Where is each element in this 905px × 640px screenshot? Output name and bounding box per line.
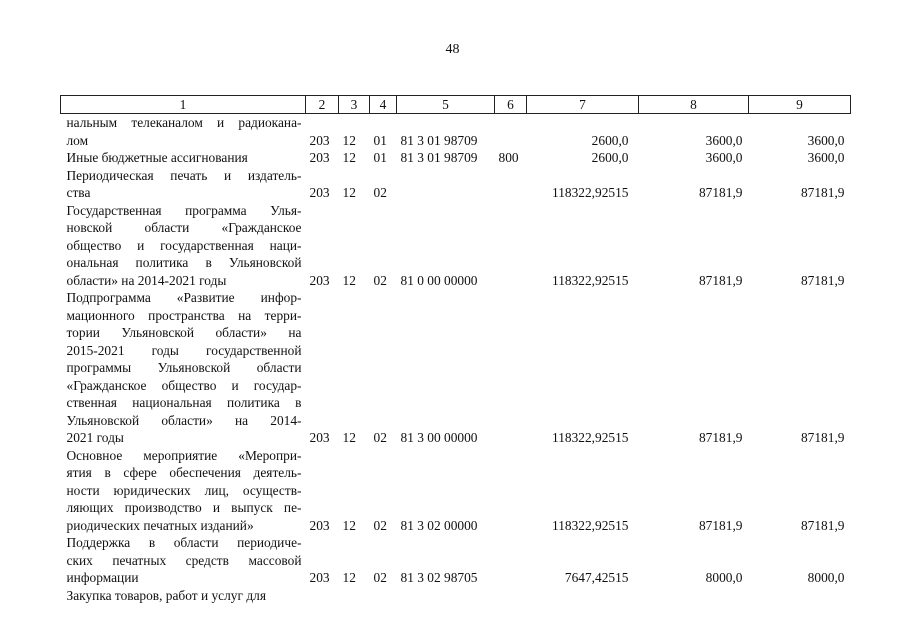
cell-col-3 (339, 587, 370, 605)
cell-col-9: 87181,9 (800, 185, 845, 200)
cell-col-8: 87181,9 (698, 272, 743, 288)
cell-col-3: 12 (342, 570, 356, 585)
cell-col-9: 8000,0 (807, 570, 845, 585)
table-header (61, 96, 851, 114)
cell-col-3: 12 (342, 132, 356, 148)
row-name-line: Периодическая печать и издатель- (66, 167, 302, 183)
header-col-8: 8 (639, 96, 749, 114)
cell-col-4 (370, 587, 397, 605)
row-name-line: Ульяновской области» на 2014- (66, 412, 302, 428)
header-col-7: 7 (527, 96, 639, 114)
cell-col-5 (397, 587, 495, 605)
cell-col-1 (61, 202, 306, 290)
row-name-line: области» на 2014-2021 годы (66, 272, 227, 288)
row-name-line: ских печатных средств массовой (66, 552, 302, 568)
cell-col-1 (61, 447, 306, 535)
cell-col-2: 203 (309, 570, 330, 585)
cell-col-4: 01 (373, 150, 387, 165)
row-name-line: Подпрограмма «Развитие инфор- (66, 290, 302, 305)
row-name-line: новской области «Гражданское (66, 220, 302, 235)
row-name-line: ляющих производство и выпуск пе- (66, 500, 302, 515)
cell-col-7: 7647,42515 (564, 570, 629, 585)
cell-col-8: 8000,0 (705, 570, 743, 585)
row-name-line: ональная политика в Ульяновской (66, 255, 302, 270)
row-name-line: Поддержка в области периодиче- (66, 535, 302, 550)
row-name-line: общество и государственная наци- (66, 237, 302, 253)
row-name-line: Основное мероприятие «Меропри- (66, 447, 302, 463)
cell-col-7: 118322,92515 (552, 185, 629, 200)
row-name-line: 2015-2021 годы государственной (66, 342, 302, 358)
cell-col-5: 81 3 02 98705 (400, 570, 478, 585)
row-name-line: тории Ульяновской области» на (66, 325, 302, 340)
row-name-line: Закупка товаров, работ и услуг для (66, 587, 266, 603)
cell-col-4: 02 (373, 272, 387, 288)
cell-col-5: 81 3 01 98709 (400, 132, 478, 148)
cell-col-7: 2600,0 (591, 150, 629, 165)
table-row (61, 167, 851, 202)
cell-col-9 (749, 587, 851, 605)
row-name-line: ности юридических лиц, осуществ- (66, 482, 302, 498)
table-row (61, 202, 851, 290)
cell-col-2: 203 (309, 132, 330, 148)
cell-col-5: 81 3 00 00000 (400, 430, 478, 445)
row-name-line: нальным телеканалом и радиокана- (66, 115, 302, 130)
row-name-line: мационного пространства на терри- (66, 307, 302, 323)
cell-col-4: 02 (373, 517, 387, 533)
cell-col-6 (495, 167, 527, 202)
cell-col-8: 3600,0 (705, 150, 743, 165)
header-col-4: 4 (370, 96, 397, 114)
cell-col-1 (61, 167, 306, 202)
cell-col-5 (397, 167, 495, 202)
table-row (61, 587, 851, 605)
cell-col-5: 81 3 02 00000 (400, 517, 478, 533)
header-row (61, 96, 851, 114)
cell-col-3: 12 (342, 185, 356, 200)
cell-col-2: 203 (309, 150, 330, 165)
cell-col-1 (61, 587, 306, 605)
cell-col-9: 87181,9 (800, 517, 845, 533)
table-row (61, 149, 851, 167)
cell-col-5: 81 3 01 98709 (400, 150, 478, 165)
row-name-line: лом (66, 132, 89, 148)
row-name-line: ства (66, 185, 91, 200)
cell-col-5: 81 0 00 00000 (400, 272, 478, 288)
row-name-line: Иные бюджетные ассигнования (66, 150, 248, 165)
header-col-3: 3 (339, 96, 370, 114)
budget-table (60, 95, 851, 604)
table-row (61, 289, 851, 447)
cell-col-7: 118322,92515 (552, 272, 629, 288)
cell-col-8: 87181,9 (698, 185, 743, 200)
cell-col-1 (61, 534, 306, 587)
cell-col-3: 12 (342, 272, 356, 288)
table-row (61, 114, 851, 150)
header-col-6: 6 (495, 96, 527, 114)
cell-col-2: 203 (309, 272, 330, 288)
cell-col-8 (639, 587, 749, 605)
cell-col-1 (61, 289, 306, 447)
table-body (61, 114, 851, 605)
row-name-line: ственная национальная политика в (66, 395, 302, 410)
cell-col-6 (495, 289, 527, 447)
cell-col-3: 12 (342, 150, 356, 165)
cell-col-3: 12 (342, 517, 356, 533)
row-name-line: программы Ульяновской области (66, 360, 302, 375)
cell-col-6 (495, 114, 527, 150)
header-col-5: 5 (397, 96, 495, 114)
cell-col-8: 3600,0 (705, 132, 743, 148)
cell-col-7 (527, 587, 639, 605)
row-name-line: «Гражданское общество и государ- (66, 377, 302, 393)
header-col-2: 2 (306, 96, 339, 114)
row-name-line: Государственная программа Улья- (66, 202, 302, 218)
header-col-9: 9 (749, 96, 851, 114)
cell-col-9: 3600,0 (807, 150, 845, 165)
cell-col-6: 800 (498, 150, 519, 165)
cell-col-6 (495, 587, 527, 605)
cell-col-7: 118322,92515 (552, 430, 629, 445)
cell-col-4: 02 (373, 570, 387, 585)
row-name-line: риодических печатных изданий» (66, 517, 254, 533)
cell-col-8: 87181,9 (698, 430, 743, 445)
row-name-line: 2021 годы (66, 430, 124, 445)
cell-col-6 (495, 534, 527, 587)
cell-col-7: 2600,0 (591, 132, 629, 148)
page-number: 48 (445, 42, 460, 57)
cell-col-7: 118322,92515 (552, 517, 629, 533)
cell-col-4: 01 (373, 132, 387, 148)
cell-col-9: 87181,9 (800, 430, 845, 445)
cell-col-4: 02 (373, 430, 387, 445)
table-row (61, 447, 851, 535)
cell-col-2: 203 (309, 185, 330, 200)
cell-col-6 (495, 202, 527, 290)
cell-col-8: 87181,9 (698, 517, 743, 533)
cell-col-6 (495, 447, 527, 535)
table-row (61, 534, 851, 587)
header-col-1: 1 (61, 96, 306, 114)
cell-col-2: 203 (309, 430, 330, 445)
cell-col-9: 87181,9 (800, 272, 845, 288)
cell-col-1 (61, 149, 306, 167)
cell-col-3: 12 (342, 430, 356, 445)
cell-col-4: 02 (373, 185, 387, 200)
cell-col-9: 3600,0 (807, 132, 845, 148)
cell-col-2: 203 (309, 517, 330, 533)
cell-col-1 (61, 114, 306, 150)
row-name-line: ятия в сфере обеспечения деятель- (66, 465, 302, 480)
row-name-line: информации (66, 570, 139, 585)
cell-col-2 (306, 587, 339, 605)
